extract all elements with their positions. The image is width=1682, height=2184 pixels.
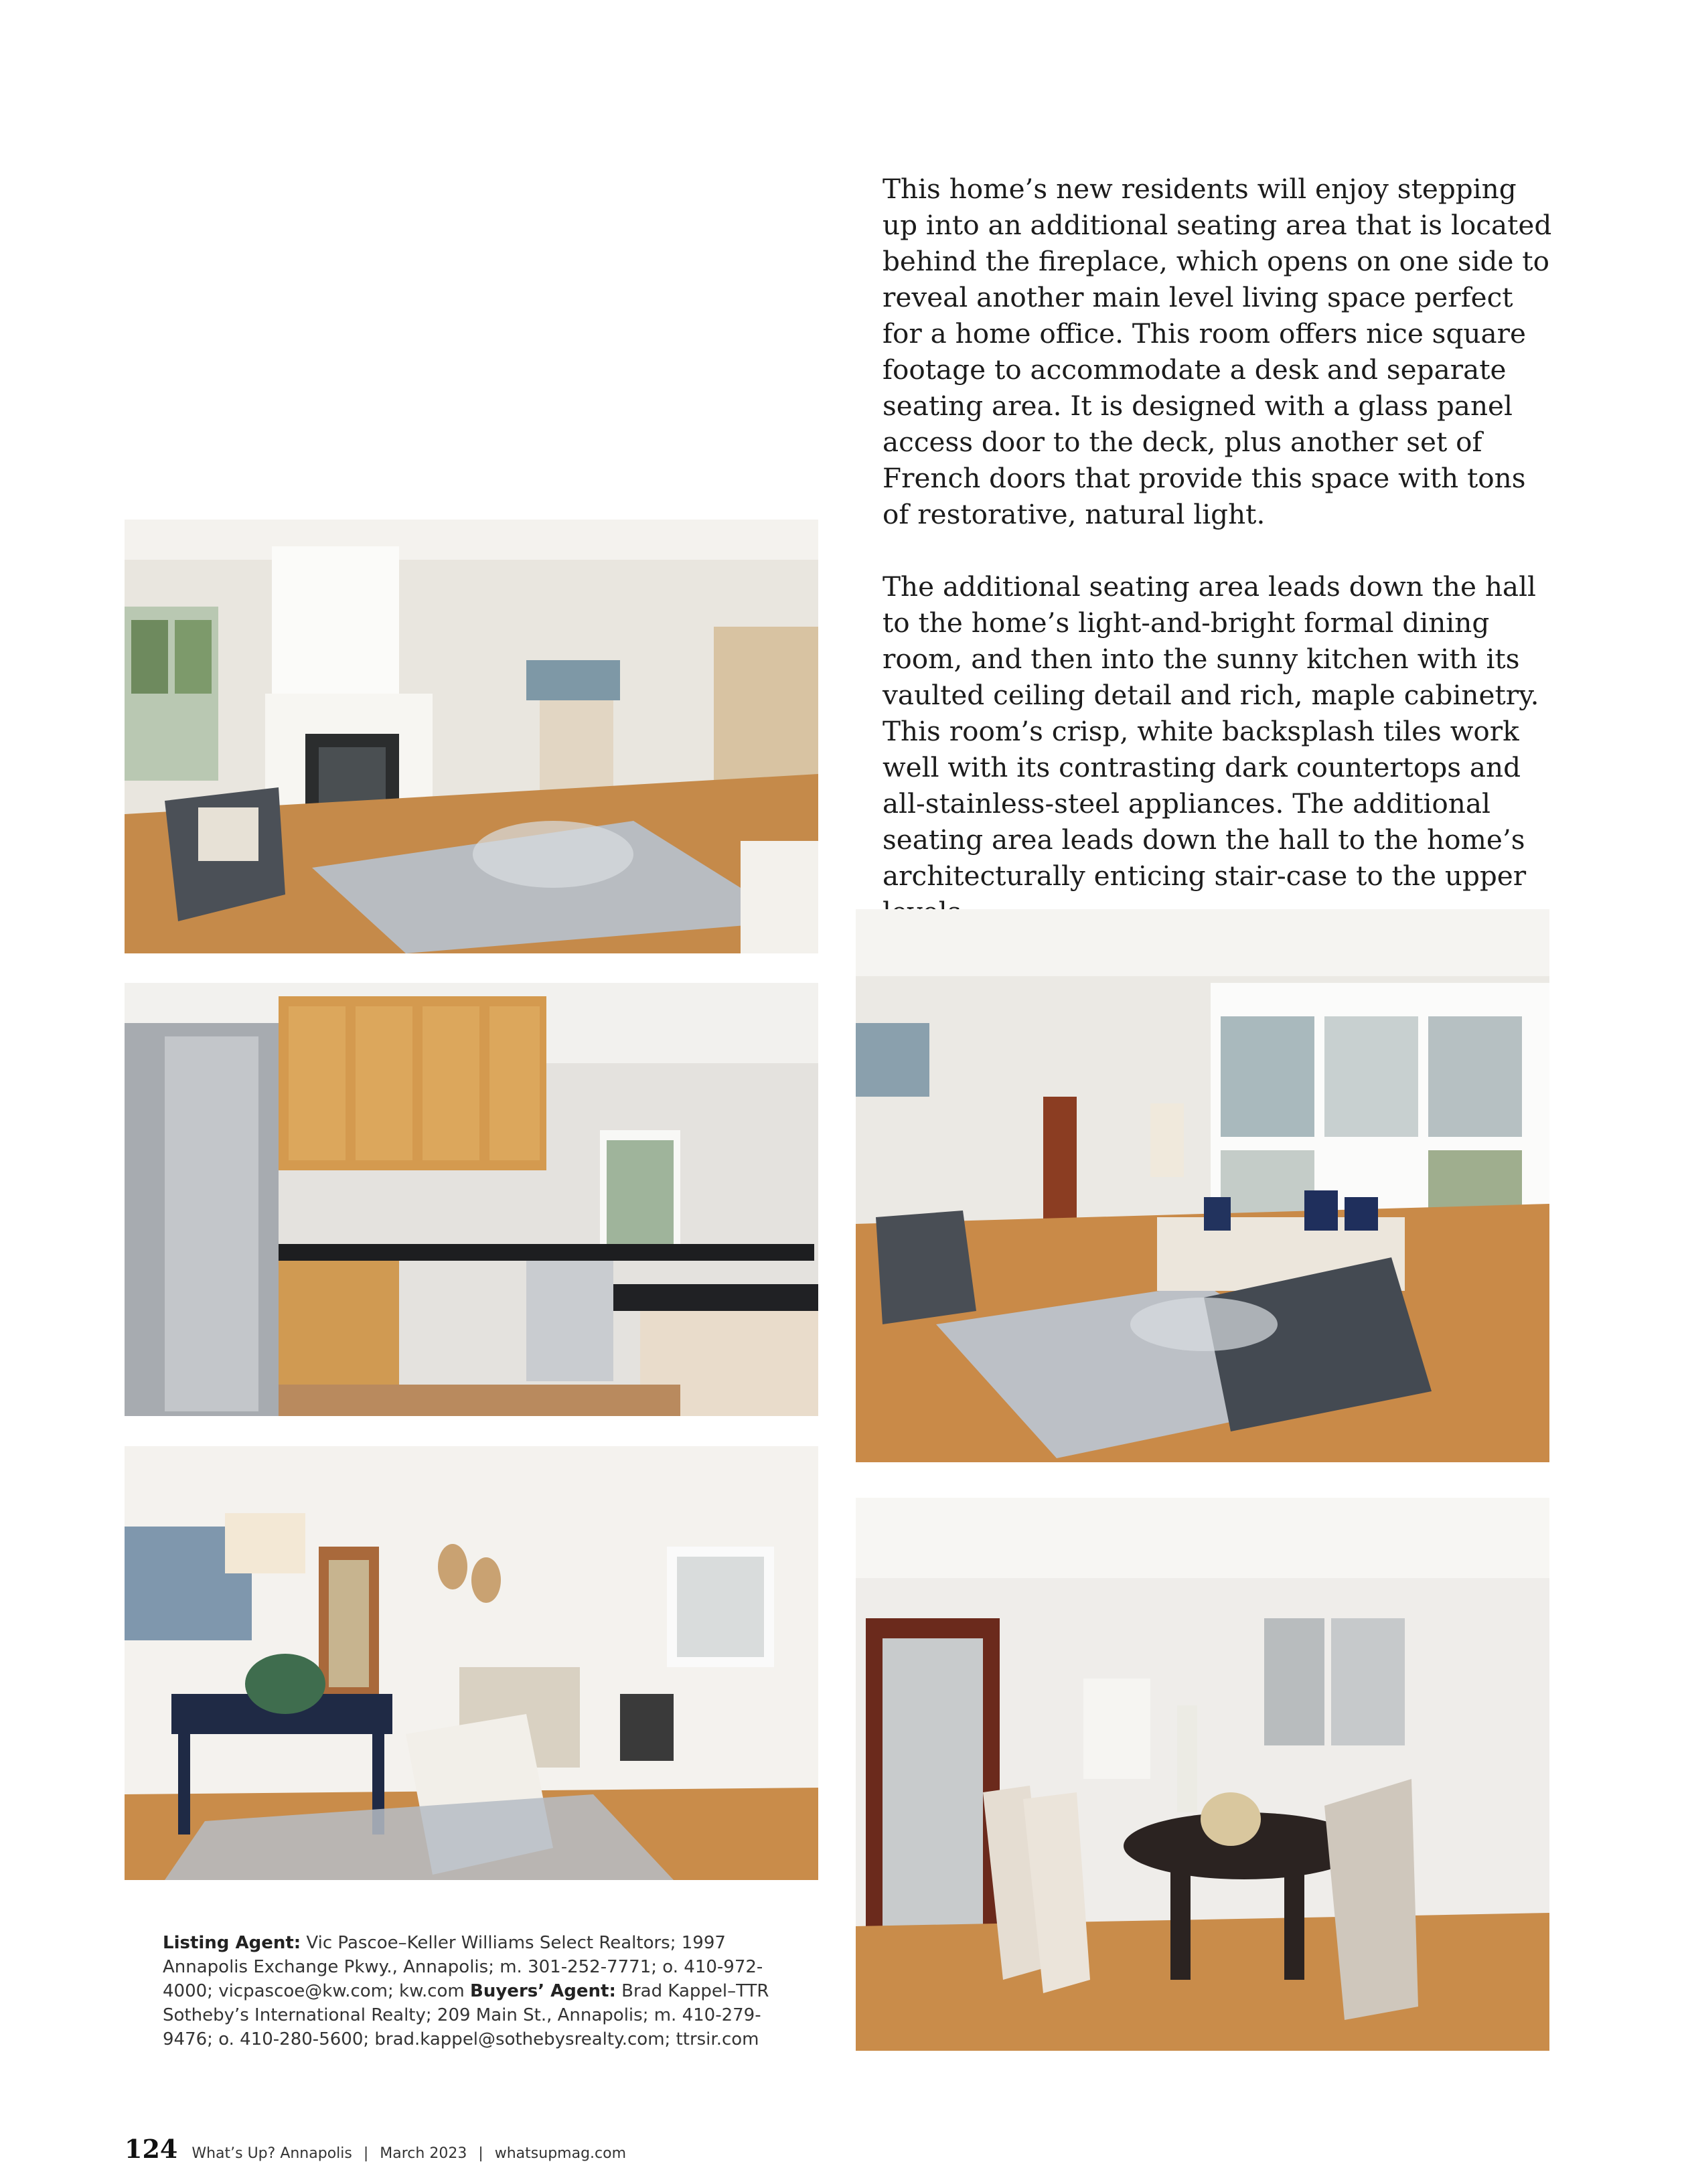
listing-agent-details: Vic Pascoe–Keller Williams Select Realtors; 1997 Annapolis Exchange Pkwy., Annapolis; m. 301-252-7771; o. 410-972-4000; vicpascoe@kw.com; kw.com	[163, 1933, 763, 2001]
article-paragraph-2: The additional seating area leads down the hall to the home’s light-and-bright formal dining room, and then into the sunny kitchen with its vaulted ceiling detail and rich, maple cabinetry. This room’s crisp, white backsplash tiles work well with its contrasting dark countertops and all-stainless-steel appliances. The additional seating area leads down the hall to the home’s architecturally enticing stair-case to the upper	[883, 570, 1539, 892]
article-body	[883, 171, 1552, 966]
publication-name: What’s Up? Annapolis	[192, 2145, 352, 2162]
photo-living-room-sofa	[856, 909, 1549, 1462]
footer-separator: |	[363, 2145, 369, 2162]
agent-credits	[163, 1931, 792, 2051]
website-link[interactable]: whatsupmag.com	[494, 2145, 627, 2162]
page-number: 124	[125, 2134, 178, 2164]
listing-agent-label: Listing Agent:	[163, 1933, 301, 1953]
photo-living-room-fireplace	[125, 520, 818, 953]
buyers-agent-label: Buyers’ Agent:	[470, 1981, 616, 2001]
issue-date: March 2023	[380, 2145, 467, 2162]
photo-home-office	[125, 1446, 818, 1880]
article-paragraph-1: This home’s new residents will enjoy stepping up into an additional seating area that is located behind the fireplace, which opens on one side to reveal another main level living space perfect for a home office. This room offers nice square footage to accommodate a desk and separate seating area. It is designed with a glass panel access door to the deck, plus another set of French doors that provide this space with tons of restorative, natural light.	[883, 173, 1552, 530]
photo-dining-room	[856, 1498, 1549, 2051]
buyers-agent-details: Brad Kappel–TTR Sotheby’s International Realty; 209 Main St., Annapolis; m. 410-279-9476; o. 410-280-5600; brad.kappel@sothebysrealty.com; ttrsir.com	[163, 1981, 769, 2049]
page-footer	[125, 2134, 626, 2167]
photo-kitchen	[125, 983, 818, 1416]
footer-separator: |	[478, 2145, 483, 2162]
